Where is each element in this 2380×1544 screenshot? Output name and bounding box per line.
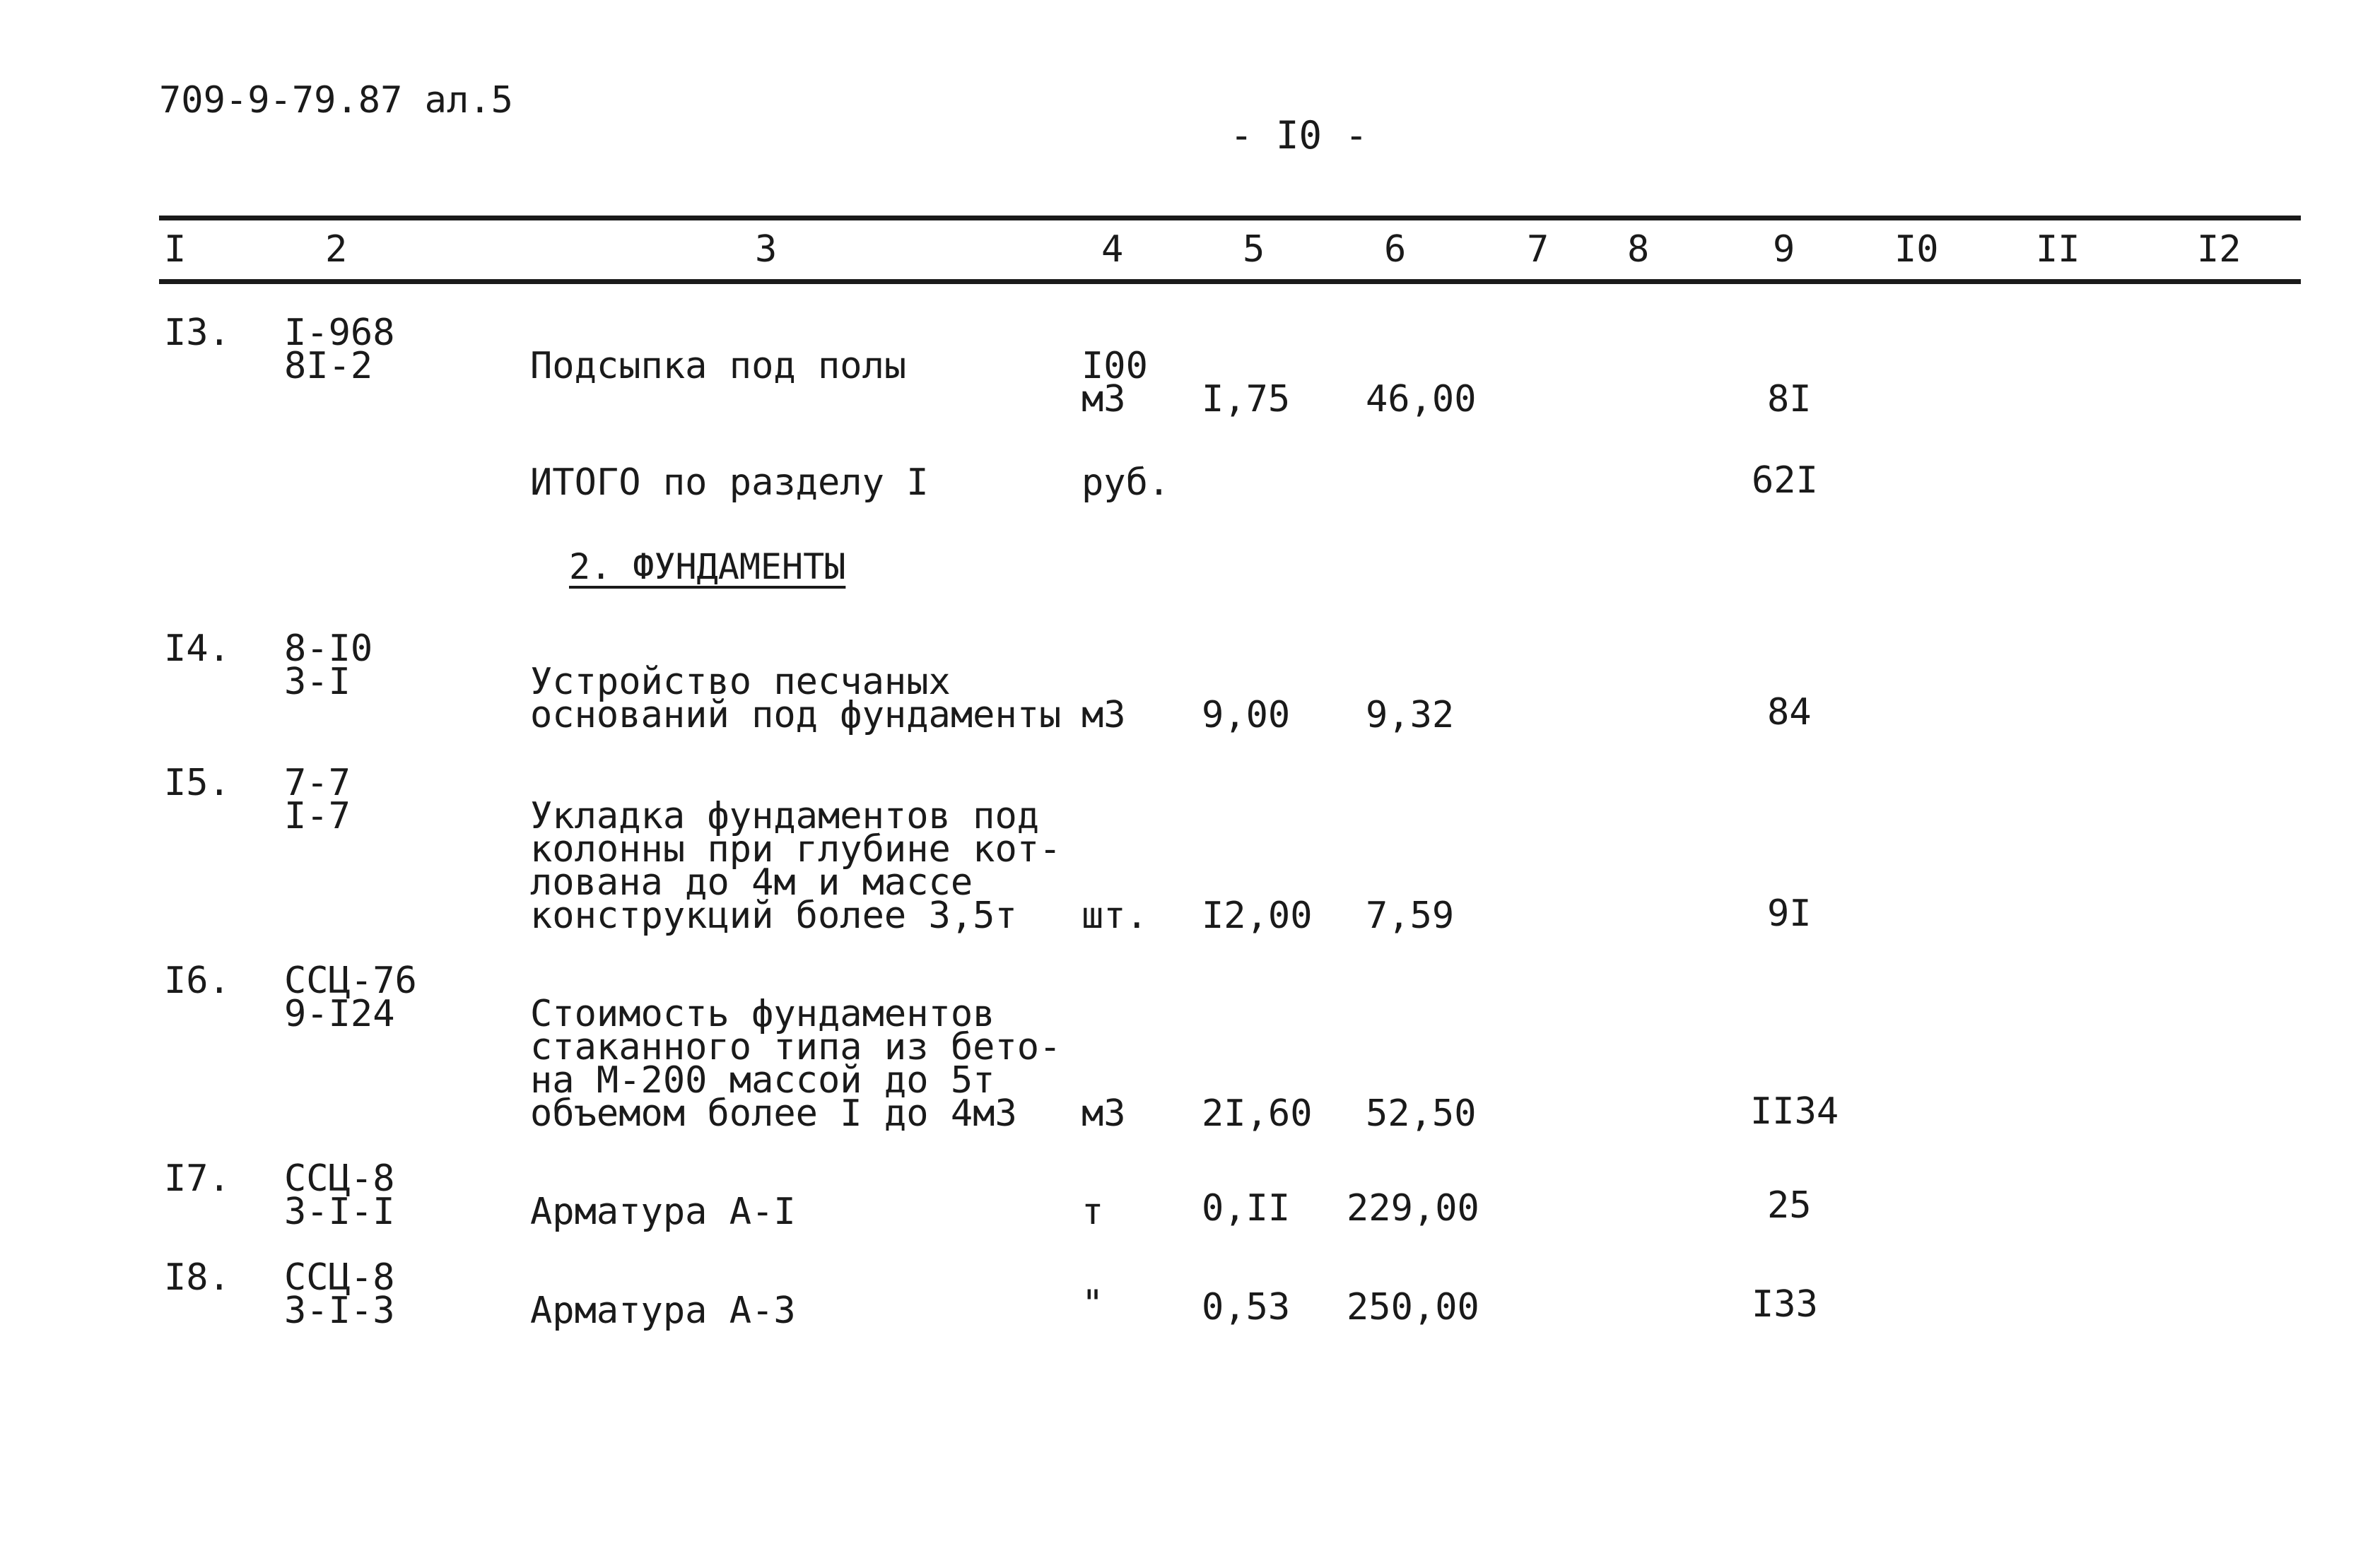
subtotal-label: ИТОГО по разделу I <box>530 461 929 504</box>
row-code-line: ССЦ-8 <box>284 1256 395 1299</box>
column-number-2: 2 <box>325 228 348 271</box>
row-price: 9,32 <box>1366 694 1455 736</box>
row-quantity: 9,00 <box>1202 694 1291 736</box>
row-quantity: 2I,60 <box>1202 1092 1313 1135</box>
row-number: I7. <box>164 1157 230 1200</box>
row-number: I3. <box>164 312 230 354</box>
column-number-7: 7 <box>1527 228 1549 271</box>
row-code-line: 3-I-I <box>284 1191 395 1233</box>
row-quantity: I2,00 <box>1202 895 1313 937</box>
row-total: II34 <box>1750 1090 1839 1133</box>
row-total: 9I <box>1767 892 1812 935</box>
row-unit-line: м3 <box>1081 378 1126 420</box>
column-number-6: 6 <box>1384 228 1407 271</box>
row-unit-line: м3 <box>1081 694 1126 736</box>
row-description-line: Укладка фундаментов под <box>530 795 1040 837</box>
document-code: 709-9-79.87 ал.5 <box>159 79 513 122</box>
row-total: 84 <box>1767 691 1812 733</box>
row-quantity: 0,II <box>1202 1187 1291 1230</box>
row-description-line: объемом более I до 4м3 <box>530 1092 1017 1135</box>
row-unit-line: т <box>1081 1191 1104 1233</box>
row-quantity: I,75 <box>1202 378 1291 420</box>
row-code-line: ССЦ-8 <box>284 1157 395 1200</box>
row-description-line: стаканного типа из бето- <box>530 1026 1062 1068</box>
row-code-line: 3-I <box>284 661 351 703</box>
row-description-line: Стоимость фундаментов <box>530 993 995 1035</box>
row-description-line: оснований под фундаменты <box>530 694 1062 736</box>
row-total: 8I <box>1767 378 1812 420</box>
row-price: 250,00 <box>1347 1286 1479 1328</box>
row-code-line: 8I-2 <box>284 345 373 387</box>
row-number: I8. <box>164 1256 230 1299</box>
table-top-rule <box>159 216 2301 220</box>
row-description-line: колонны при глубине кот- <box>530 828 1062 871</box>
row-number: I5. <box>164 762 230 804</box>
row-code-line: I-7 <box>284 795 351 837</box>
row-code-line: I-968 <box>284 312 395 354</box>
row-description-line: конструкций более 3,5т <box>530 895 1017 937</box>
column-number-5: 5 <box>1243 228 1265 271</box>
row-number: I4. <box>164 627 230 670</box>
table-header-rule <box>159 279 2301 284</box>
row-description-line: лована до 4м и массе <box>530 861 973 904</box>
row-code-line: ССЦ-76 <box>284 960 417 1002</box>
row-description-line: Подсыпка под полы <box>530 345 907 387</box>
row-description-line: Арматура А-I <box>530 1191 796 1233</box>
row-unit-line: шт. <box>1081 895 1148 937</box>
row-description-line: на М-200 массой до 5т <box>530 1059 995 1102</box>
column-number-12: I2 <box>2197 228 2241 271</box>
row-price: 229,00 <box>1347 1187 1479 1230</box>
row-total: I33 <box>1752 1283 1818 1326</box>
row-code-line: 7-7 <box>284 762 351 804</box>
row-code-line: 8-I0 <box>284 627 373 670</box>
subtotal-unit: руб. <box>1081 461 1171 504</box>
section-title: 2. ФУНДАМЕНТЫ <box>569 546 846 587</box>
column-number-1: I <box>164 228 187 271</box>
row-quantity: 0,53 <box>1202 1286 1291 1328</box>
row-description-line: Устройство песчаных <box>530 661 951 703</box>
row-price: 7,59 <box>1366 895 1455 937</box>
row-price: 46,00 <box>1366 378 1477 420</box>
row-code-line: 3-I-3 <box>284 1290 395 1332</box>
row-price: 52,50 <box>1366 1092 1477 1135</box>
row-number: I6. <box>164 960 230 1002</box>
row-description-line: Арматура А-3 <box>530 1290 796 1332</box>
column-number-3: 3 <box>755 228 778 271</box>
column-number-8: 8 <box>1627 228 1650 271</box>
page-number: - I0 - <box>1230 113 1368 158</box>
subtotal-total: 62I <box>1752 459 1818 502</box>
column-number-10: I0 <box>1894 228 1939 271</box>
row-total: 25 <box>1767 1184 1812 1227</box>
row-code-line: 9-I24 <box>284 993 395 1035</box>
row-unit-line: " <box>1081 1283 1104 1325</box>
row-unit-line: м3 <box>1081 1092 1126 1135</box>
row-unit-line: I00 <box>1081 345 1148 387</box>
column-number-4: 4 <box>1101 228 1124 271</box>
column-number-9: 9 <box>1773 228 1795 271</box>
column-number-11: II <box>2036 228 2080 271</box>
